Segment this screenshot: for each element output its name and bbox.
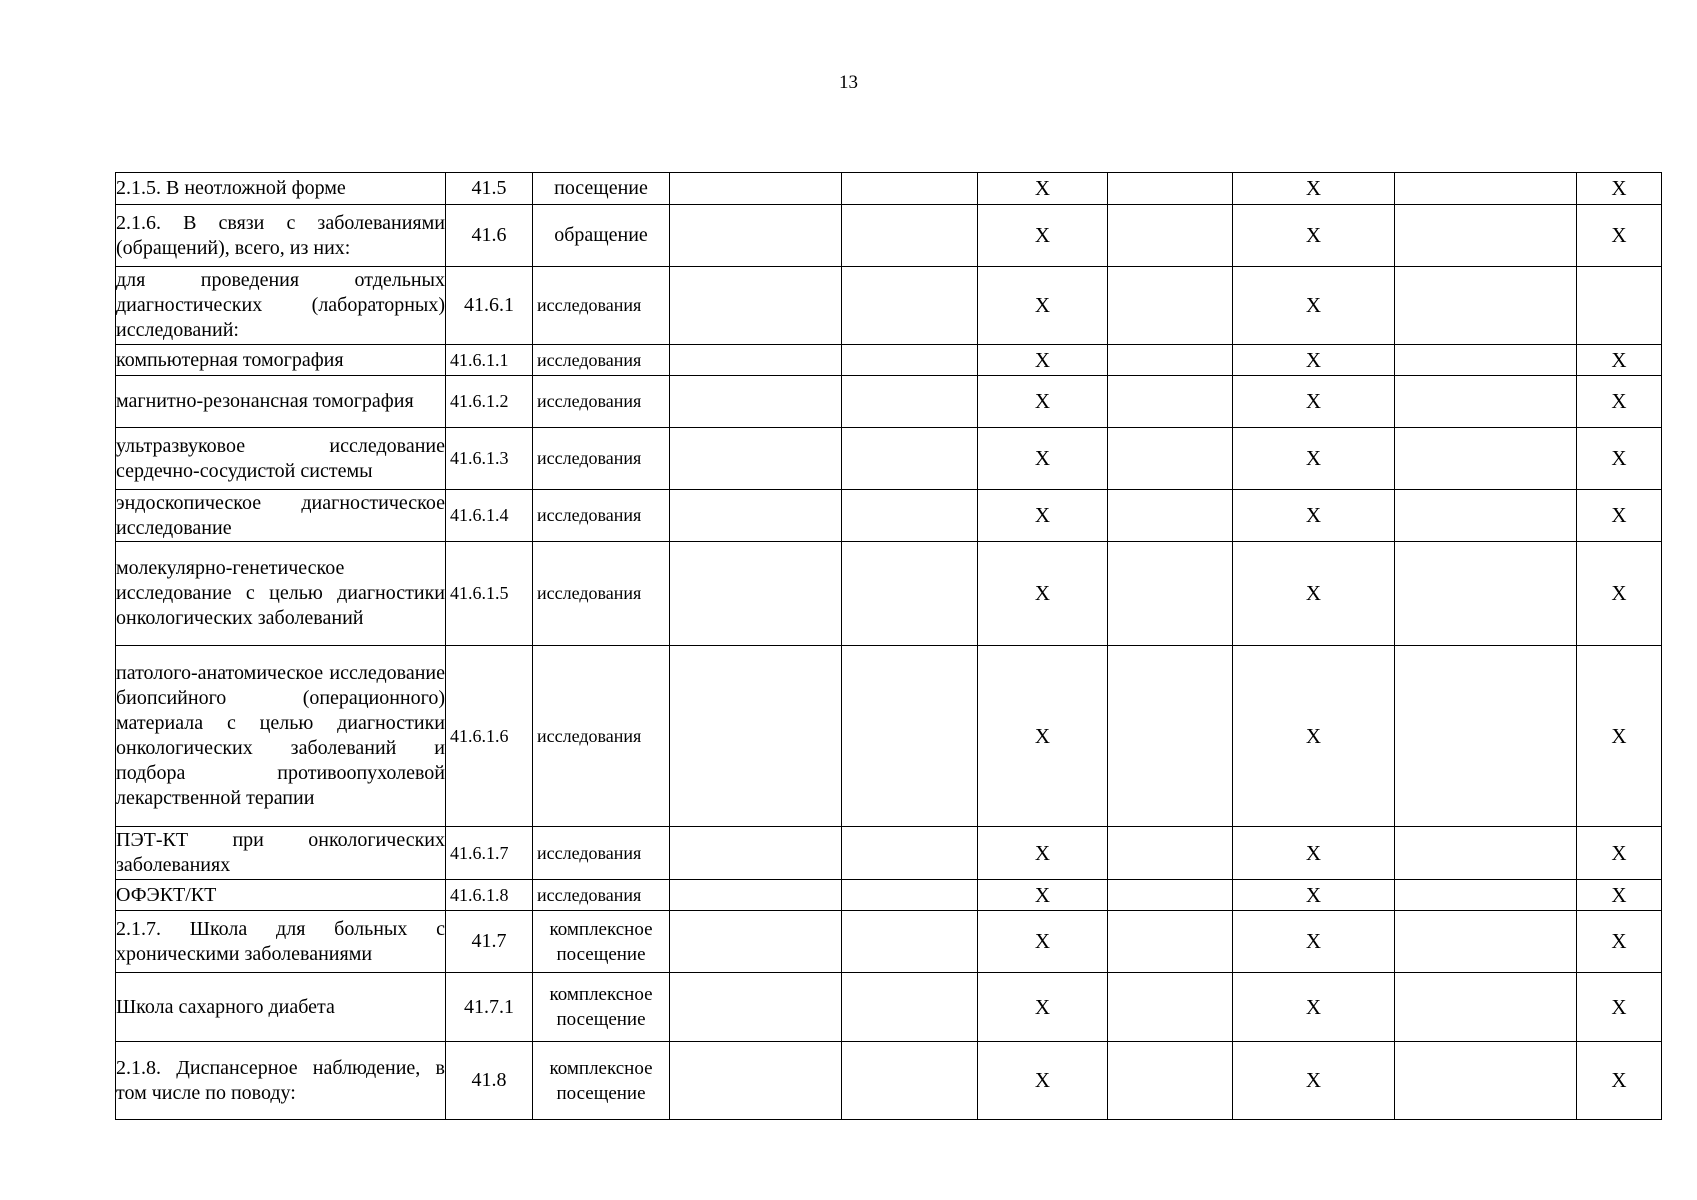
cell-col4 [842, 345, 978, 376]
row-unit: комплексное посещение [533, 973, 670, 1042]
cell-col3 [670, 880, 842, 911]
cell-col3 [670, 973, 842, 1042]
row-unit: обращение [533, 205, 670, 267]
cell-col6 [1108, 973, 1233, 1042]
row-name: для проведения отдельных диагностических (лабораторных) исследований: [116, 267, 446, 345]
table-row [116, 973, 1662, 1042]
cell-col8 [1395, 827, 1577, 880]
row-unit: комплексное посещение [533, 1042, 670, 1120]
table-body [116, 173, 1662, 1120]
cell-col8 [1395, 345, 1577, 376]
row-code: 41.7.1 [446, 973, 533, 1042]
cell-col8 [1395, 973, 1577, 1042]
row-name: ультразвуковое исследование сердечно-сосудистой системы [116, 428, 446, 490]
cell-col3 [670, 542, 842, 646]
row-name: патолого-анатомическое исследование биопсийного (операционного) материала с целью диагностики онкологических заболеваний и подбора противоопухолевой лекарственной терапии [116, 646, 446, 827]
cell-col5: X [978, 973, 1108, 1042]
cell-col9: X [1577, 345, 1662, 376]
cell-col7: X [1233, 880, 1395, 911]
table-row [116, 173, 1662, 205]
cell-col7: X [1233, 646, 1395, 827]
cell-col7: X [1233, 1042, 1395, 1120]
cell-col5: X [978, 646, 1108, 827]
cell-col4 [842, 428, 978, 490]
cell-col4 [842, 646, 978, 827]
cell-col7: X [1233, 428, 1395, 490]
cell-col5: X [978, 376, 1108, 428]
cell-col9: X [1577, 646, 1662, 827]
row-code: 41.5 [446, 173, 533, 205]
cell-col4 [842, 911, 978, 973]
cell-col4 [842, 973, 978, 1042]
cell-col3 [670, 646, 842, 827]
table-row [116, 646, 1662, 827]
cell-col8 [1395, 267, 1577, 345]
row-code: 41.6.1.6 [446, 646, 533, 827]
cell-col6 [1108, 542, 1233, 646]
row-name: молекулярно-генетическое исследование с целью диагностики онкологических заболеваний [116, 542, 446, 646]
cell-col5: X [978, 267, 1108, 345]
cell-col3 [670, 911, 842, 973]
cell-col7: X [1233, 911, 1395, 973]
cell-col6 [1108, 345, 1233, 376]
row-name: 2.1.6. В связи с заболеваниями (обращений), всего, из них: [116, 205, 446, 267]
cell-col3 [670, 173, 842, 205]
row-name: 2.1.8. Диспансерное наблюдение, в том числе по поводу: [116, 1042, 446, 1120]
cell-col6 [1108, 490, 1233, 542]
row-name: магнитно-резонансная томография [116, 376, 446, 428]
cell-col4 [842, 173, 978, 205]
cell-col4 [842, 267, 978, 345]
cell-col7: X [1233, 173, 1395, 205]
cell-col8 [1395, 173, 1577, 205]
row-unit: исследования [533, 267, 670, 345]
cell-col4 [842, 376, 978, 428]
cell-col6 [1108, 1042, 1233, 1120]
row-unit: исследования [533, 542, 670, 646]
row-unit: исследования [533, 880, 670, 911]
cell-col3 [670, 428, 842, 490]
cell-col9: X [1577, 428, 1662, 490]
cell-col9: X [1577, 490, 1662, 542]
cell-col8 [1395, 205, 1577, 267]
cell-col8 [1395, 376, 1577, 428]
table-row [116, 205, 1662, 267]
cell-col6 [1108, 428, 1233, 490]
cell-col8 [1395, 911, 1577, 973]
cell-col7: X [1233, 376, 1395, 428]
cell-col4 [842, 542, 978, 646]
cell-col7: X [1233, 827, 1395, 880]
cell-col5: X [978, 428, 1108, 490]
table-row [116, 376, 1662, 428]
page-number: 13 [839, 72, 858, 93]
cell-col8 [1395, 490, 1577, 542]
cell-col9: X [1577, 911, 1662, 973]
cell-col4 [842, 880, 978, 911]
row-unit: исследования [533, 376, 670, 428]
cell-col7: X [1233, 345, 1395, 376]
row-code: 41.6.1.8 [446, 880, 533, 911]
cell-col3 [670, 490, 842, 542]
cell-col3 [670, 827, 842, 880]
cell-col7: X [1233, 205, 1395, 267]
cell-col9: X [1577, 1042, 1662, 1120]
row-code: 41.6.1.5 [446, 542, 533, 646]
cell-col4 [842, 1042, 978, 1120]
data-table [115, 172, 1662, 1120]
cell-col9: X [1577, 205, 1662, 267]
cell-col9 [1577, 267, 1662, 345]
table-row [116, 542, 1662, 646]
cell-col5: X [978, 490, 1108, 542]
cell-col9: X [1577, 173, 1662, 205]
row-unit: исследования [533, 428, 670, 490]
row-code: 41.6.1.2 [446, 376, 533, 428]
row-code: 41.7 [446, 911, 533, 973]
row-unit: исследования [533, 646, 670, 827]
row-name: 2.1.7. Школа для больных с хроническими заболеваниями [116, 911, 446, 973]
cell-col8 [1395, 1042, 1577, 1120]
cell-col4 [842, 205, 978, 267]
table-row [116, 827, 1662, 880]
cell-col9: X [1577, 376, 1662, 428]
cell-col6 [1108, 827, 1233, 880]
row-unit: посещение [533, 173, 670, 205]
cell-col7: X [1233, 490, 1395, 542]
cell-col3 [670, 1042, 842, 1120]
row-name: ОФЭКТ/КТ [116, 880, 446, 911]
table-row [116, 911, 1662, 973]
cell-col6 [1108, 646, 1233, 827]
cell-col9: X [1577, 880, 1662, 911]
cell-col5: X [978, 911, 1108, 973]
row-unit: исследования [533, 345, 670, 376]
cell-col9: X [1577, 827, 1662, 880]
row-name: компьютерная томография [116, 345, 446, 376]
cell-col7: X [1233, 542, 1395, 646]
row-code: 41.6.1.7 [446, 827, 533, 880]
cell-col8 [1395, 880, 1577, 911]
cell-col7: X [1233, 973, 1395, 1042]
row-name: 2.1.5. В неотложной форме [116, 173, 446, 205]
table-row [116, 1042, 1662, 1120]
cell-col5: X [978, 205, 1108, 267]
table-row [116, 267, 1662, 345]
cell-col6 [1108, 267, 1233, 345]
cell-col3 [670, 267, 842, 345]
cell-col6 [1108, 911, 1233, 973]
cell-col3 [670, 376, 842, 428]
row-name: Школа сахарного диабета [116, 973, 446, 1042]
cell-col9: X [1577, 973, 1662, 1042]
row-code: 41.6.1.1 [446, 345, 533, 376]
row-unit: исследования [533, 490, 670, 542]
cell-col8 [1395, 542, 1577, 646]
row-code: 41.6.1 [446, 267, 533, 345]
cell-col5: X [978, 345, 1108, 376]
table-row [116, 428, 1662, 490]
cell-col5: X [978, 173, 1108, 205]
table-row [116, 880, 1662, 911]
cell-col5: X [978, 542, 1108, 646]
row-unit: исследования [533, 827, 670, 880]
table-row [116, 490, 1662, 542]
row-code: 41.6.1.3 [446, 428, 533, 490]
table-row [116, 345, 1662, 376]
row-name: ПЭТ-КТ при онкологических заболеваниях [116, 827, 446, 880]
cell-col3 [670, 345, 842, 376]
cell-col6 [1108, 205, 1233, 267]
cell-col5: X [978, 1042, 1108, 1120]
cell-col6 [1108, 173, 1233, 205]
cell-col4 [842, 490, 978, 542]
cell-col8 [1395, 428, 1577, 490]
row-code: 41.6 [446, 205, 533, 267]
cell-col5: X [978, 827, 1108, 880]
row-unit: комплексное посещение [533, 911, 670, 973]
cell-col8 [1395, 646, 1577, 827]
row-code: 41.8 [446, 1042, 533, 1120]
cell-col6 [1108, 376, 1233, 428]
cell-col9: X [1577, 542, 1662, 646]
cell-col6 [1108, 880, 1233, 911]
cell-col4 [842, 827, 978, 880]
row-name: эндоскопическое диагностическое исследование [116, 490, 446, 542]
cell-col5: X [978, 880, 1108, 911]
cell-col3 [670, 205, 842, 267]
cell-col7: X [1233, 267, 1395, 345]
row-code: 41.6.1.4 [446, 490, 533, 542]
